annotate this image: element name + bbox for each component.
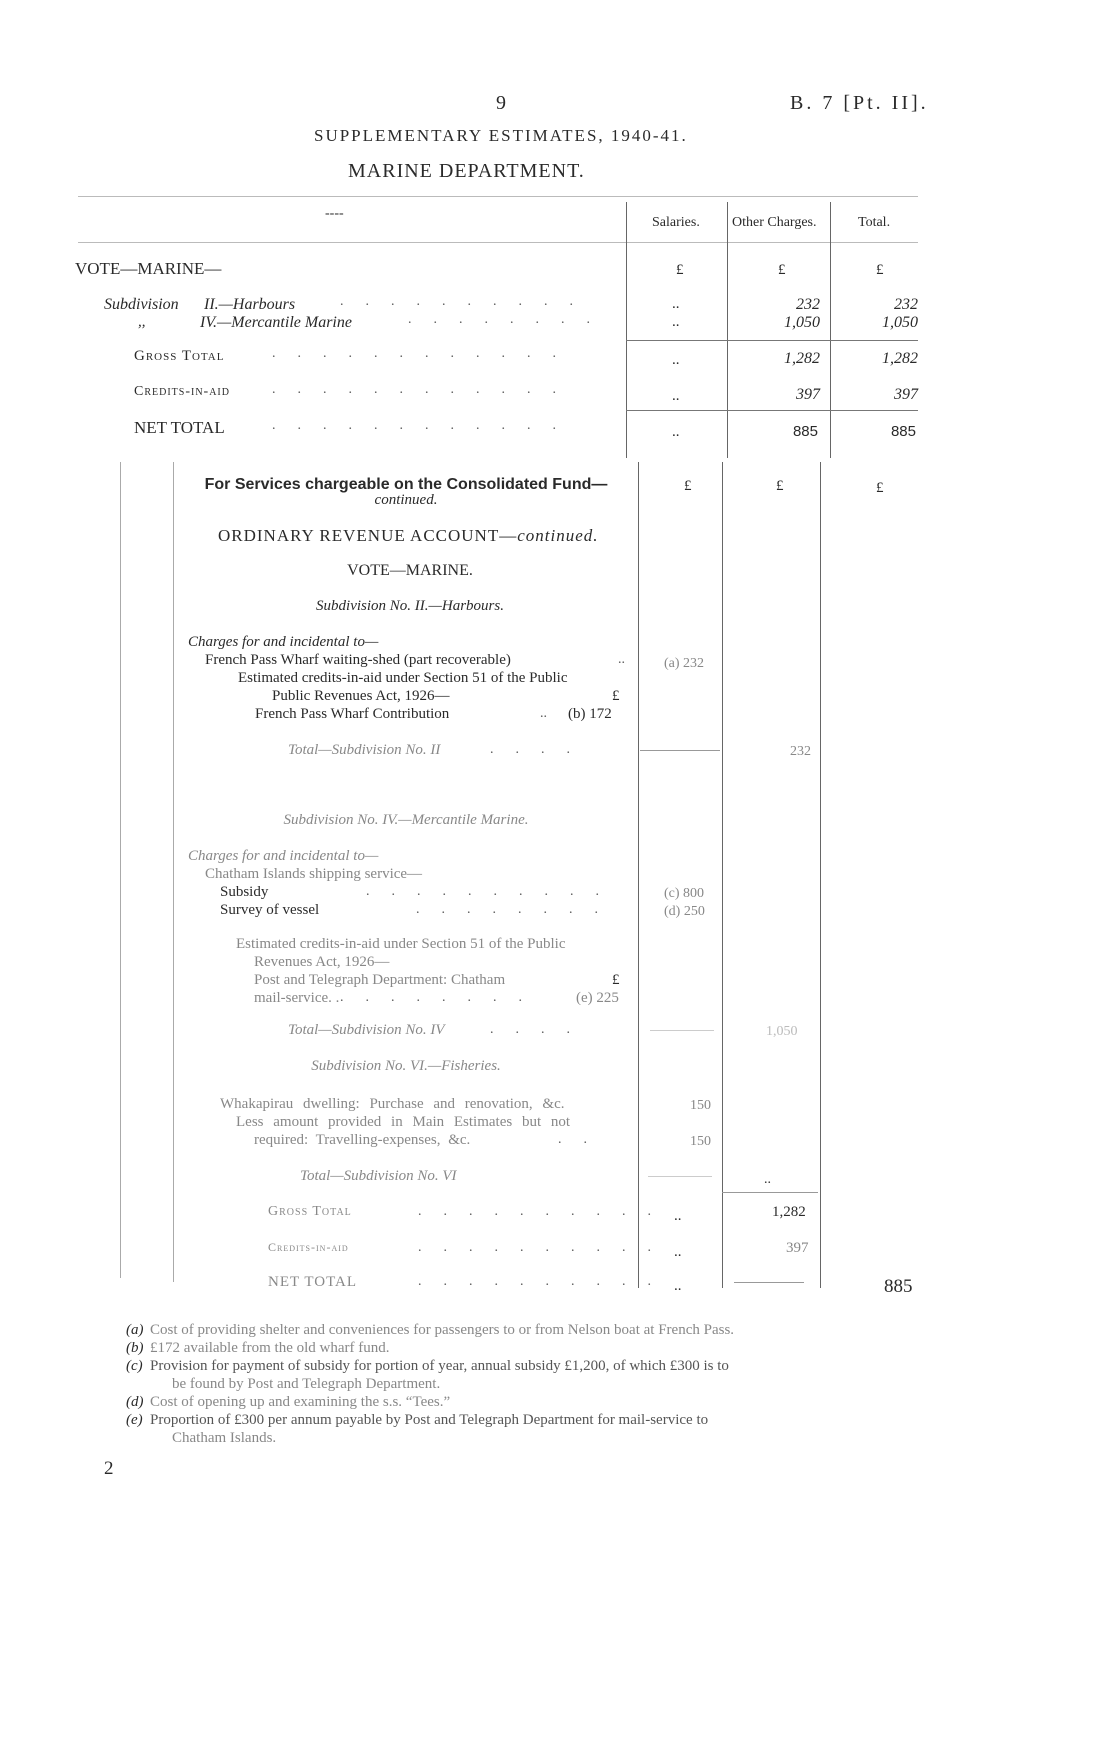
document-reference: B. 7 [Pt. II]. [790,92,929,114]
total-pound-sign: £ [876,262,884,278]
subdivision-vi-line3: required: Travelling-expenses, &c. [254,1132,471,1148]
summary-gross-label: Gross Total [134,348,225,364]
summary-row-salaries: .. [672,296,680,312]
subdivision-ii-total-label: Total—Subdivision No. II [288,742,441,758]
subdivision-iv-credits-line2: Revenues Act, 1926— [254,954,390,970]
detail-credits-label: Credits-in-aid [268,1240,349,1254]
footnote-mark: (c) [126,1358,143,1374]
summary-row-label: Subdivision [104,296,179,313]
subdivision-iv-subsidy-value: (c) 800 [664,886,705,901]
subdivision-ii-contribution-value: (b) 172 [568,706,612,722]
subdivision-iv-post-value: (e) 225 [576,990,619,1006]
summary-gross-total: 1,282 [882,350,918,367]
subdivision-vi-line1-value: 150 [690,1098,711,1113]
other-charges-column-header: Other Charges. [732,215,817,230]
detail-heading: For Services chargeable on the Consolidated Fund— [204,476,608,493]
page-number: 9 [496,92,506,114]
subdivision-ii-credits-line1: Estimated credits-in-aid under Section 51 of the Public [238,670,568,686]
footnote-text: Cost of providing shelter and conveniences for passengers to or from Nelson boat at French Pass. [150,1322,735,1338]
detail-net-label: NET TOTAL [268,1274,358,1290]
footnote-text-continued: Chatham Islands. [172,1430,277,1446]
footnote-mark: (b) [126,1340,144,1356]
subdivision-vi-line3-value: 150 [690,1134,711,1149]
other-pound-sign: £ [776,478,784,494]
subdivision-ii-title: Subdivision No. II.—Harbours. [316,598,504,614]
subdivision-ii-item: French Pass Wharf waiting-shed (part recoverable) [205,652,511,668]
summary-net-other: 885 [792,423,818,440]
subdivision-iv-survey-value: (d) 250 [664,904,705,919]
other-pound-sign: £ [778,262,786,278]
page-signature: 2 [104,1458,114,1479]
subdivision-iv-post-line1: Post and Telegraph Department: Chatham [254,972,506,988]
detail-credits-value: 397 [786,1240,809,1256]
subdivision-iv-post-pound: £ [612,972,620,988]
total-column-header: Total. [858,215,891,230]
subdivision-iv-title: Subdivision No. IV.—Mercantile Marine. [283,812,529,828]
subdivision-vi-total-label: Total—Subdivision No. VI [300,1168,457,1184]
account-title: ORDINARY REVENUE ACCOUNT—continued. [218,526,599,545]
footnote-mark: (e) [126,1412,143,1428]
summary-row-salaries: .. [672,314,680,330]
subdivision-vi-line1: Whakapirau dwelling: Purchase and renovation, &c. [220,1096,565,1112]
summary-net-label: NET TOTAL [134,418,225,437]
subdivision-iv-total-value: 1,050 [766,1024,798,1039]
subdivision-ii-contribution: French Pass Wharf Contribution [255,706,450,722]
summary-vote-title: VOTE—MARINE— [75,259,222,278]
subdivision-ii-credits-pound: £ [612,688,620,704]
summary-credits-other: 397 [796,386,820,403]
detail-gross-label: Gross Total [268,1204,352,1219]
summary-row-label: ,, [138,314,146,330]
summary-gross-salaries: .. [672,352,680,368]
summary-row-other: 232 [796,296,820,313]
detail-gross-salaries: .. [674,1208,682,1224]
detail-net-salaries: .. [674,1278,682,1294]
summary-row-subdivision: II.—Harbours [204,296,296,313]
subdivision-ii-credits-line2: Public Revenues Act, 1926— [272,688,450,704]
subdivision-iv-charges: Charges for and incidental to— [188,848,379,864]
subdivision-ii-item-value: (a) 232 [664,656,705,671]
detail-heading-continued: continued. [374,492,438,508]
subdivision-vi-title: Subdivision No. VI.—Fisheries. [311,1058,501,1074]
subdivision-iv-credits-line1: Estimated credits-in-aid under Section 51 of the Public [236,936,566,952]
detail-gross-value: 1,282 [772,1204,806,1220]
subdivision-iv-item: Chatham Islands shipping service— [205,866,423,882]
summary-row-subdivision: IV.—Mercantile Marine [200,314,352,331]
department-title: MARINE DEPARTMENT. [348,160,585,182]
summary-row-other: 1,050 [784,314,820,331]
summary-row-total: 1,050 [882,314,918,331]
subdivision-iv-post-line2: mail-service. . [254,990,340,1006]
subdivision-ii-charges: Charges for and incidental to— [188,634,379,650]
summary-credits-total: 397 [894,386,918,403]
subdivision-iv-subsidy: Subsidy [220,884,269,900]
footnote-text: Provision for payment of subsidy for portion of year, annual subsidy £1,200, of which £300 is to [150,1358,729,1374]
summary-credits-label: Credits-in-aid [134,384,230,399]
subdivision-vi-line2: Less amount provided in Main Estimates but not [236,1114,571,1130]
summary-gross-other: 1,282 [784,350,820,367]
summary-row-total: 232 [894,296,918,313]
subdivision-iv-survey: Survey of vessel [220,902,320,918]
summary-net-salaries: .. [672,424,680,440]
salaries-pound-sign: £ [684,478,692,494]
footnote-text-continued: be found by Post and Telegraph Department. [172,1376,441,1392]
salaries-column-header: Salaries. [652,215,700,230]
subdivision-iv-total-label: Total—Subdivision No. IV [288,1022,445,1038]
total-pound-sign: £ [876,480,884,496]
footnote-mark: (d) [126,1394,144,1410]
blank-column-header: ---- [325,206,344,221]
detail-credits-salaries: .. [674,1244,682,1260]
summary-credits-salaries: .. [672,388,680,404]
document-subtitle: SUPPLEMENTARY ESTIMATES, 1940-41. [314,126,688,145]
footnote-text: Proportion of £300 per annum payable by Post and Telegraph Department for mail-service to [150,1412,709,1428]
subdivision-vi-total-value: .. [764,1172,771,1187]
detail-vote-title: VOTE—MARINE. [347,562,473,579]
salaries-pound-sign: £ [676,262,684,278]
footnote-text: £172 available from the old wharf fund. [150,1340,390,1356]
summary-net-total: 885 [890,423,916,440]
footnote-text: Cost of opening up and examining the s.s. “Tees.” [150,1394,451,1410]
footnote-mark: (a) [126,1322,144,1338]
detail-net-total: 885 [884,1276,913,1297]
subdivision-ii-total-value: 232 [790,744,811,759]
